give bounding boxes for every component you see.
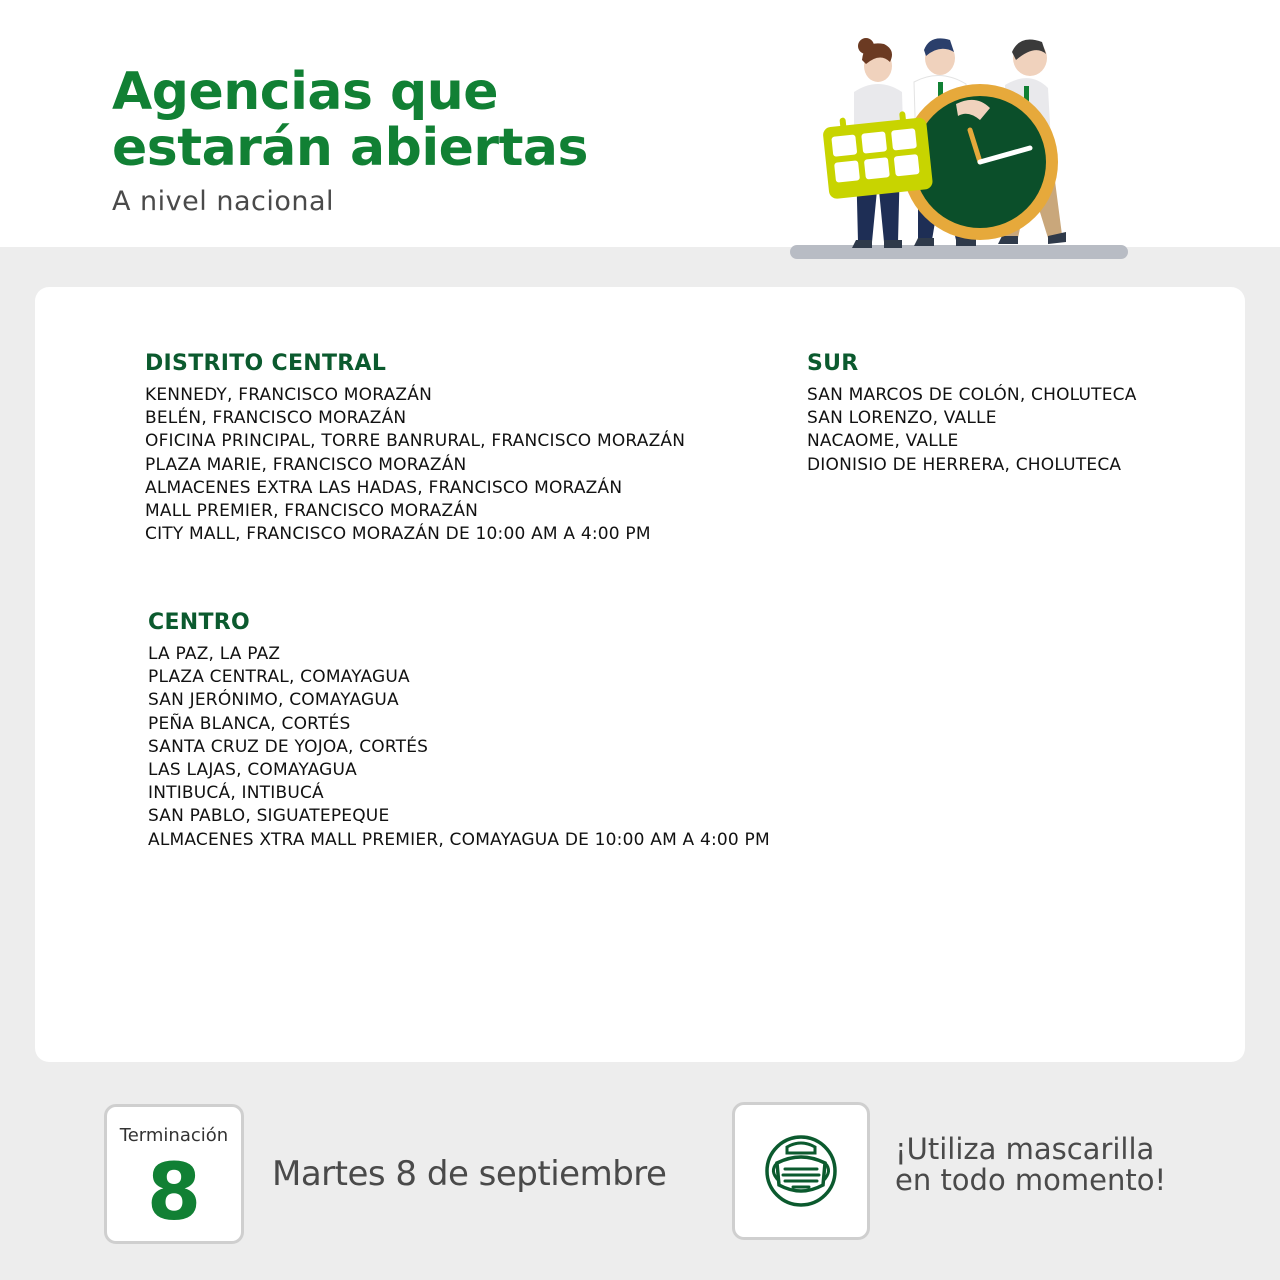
title-line-2: estarán abiertas	[112, 118, 588, 178]
mask-reminder-line-2: en todo momento!	[895, 1163, 1167, 1197]
terminacion-number: 8	[146, 1148, 202, 1238]
list-item: PEÑA BLANCA, CORTÉS	[148, 713, 351, 734]
schedule-date: Martes 8 de septiembre	[272, 1154, 667, 1194]
title-line-1: Agencias que	[112, 62, 499, 122]
list-item: BELÉN, FRANCISCO MORAZÁN	[145, 408, 407, 429]
list-item: OFICINA PRINCIPAL, TORRE BANRURAL, FRANCISCO MORAZÁN	[145, 431, 686, 452]
mask-box	[732, 1102, 870, 1240]
list-item: KENNEDY, FRANCISCO MORAZÁN	[145, 385, 432, 405]
list-item: MALL PREMIER, FRANCISCO MORAZÁN	[145, 501, 479, 522]
list-item: PLAZA CENTRAL, COMAYAGUA	[148, 667, 410, 688]
agency-list	[807, 384, 1137, 477]
list-item: NACAOME, VALLE	[807, 431, 959, 452]
region-title: CENTRO	[148, 610, 251, 635]
list-item: SAN PABLO, SIGUATEPEQUE	[148, 806, 390, 827]
list-item: INTIBUCÁ, INTIBUCÁ	[148, 783, 324, 804]
page-title	[112, 64, 588, 176]
list-item: PLAZA MARIE, FRANCISCO MORAZÁN	[145, 454, 467, 475]
agencies-card	[35, 287, 1245, 1062]
region-sur	[807, 351, 1137, 477]
agency-list	[148, 643, 770, 852]
agency-list	[145, 384, 685, 546]
terminacion-label: Terminación	[119, 1125, 229, 1146]
region-title: DISTRITO CENTRAL	[145, 351, 387, 376]
list-item: SANTA CRUZ DE YOJOA, CORTÉS	[148, 736, 429, 757]
list-item: SAN JERÓNIMO, COMAYAGUA	[148, 690, 399, 711]
region-title: SUR	[807, 351, 859, 376]
people-calendar-clock-illustration	[780, 30, 1140, 270]
list-item: ALMACENES XTRA MALL PREMIER, COMAYAGUA DE 10:00 AM A 4:00 PM	[148, 829, 770, 850]
region-distrito-central	[145, 351, 685, 546]
list-item: DIONISIO DE HERRERA, CHOLUTECA	[807, 454, 1122, 475]
list-item: SAN MARCOS DE COLÓN, CHOLUTECA	[807, 385, 1137, 405]
list-item: LA PAZ, LA PAZ	[148, 644, 281, 664]
list-item: ALMACENES EXTRA LAS HADAS, FRANCISCO MORAZÁN	[145, 477, 623, 498]
list-item: SAN LORENZO, VALLE	[807, 408, 997, 429]
list-item: CITY MALL, FRANCISCO MORAZÁN DE 10:00 AM A 4:00 PM	[145, 524, 651, 545]
page-subtitle: A nivel nacional	[112, 186, 335, 217]
mask-reminder-line-1: ¡Utiliza mascarilla	[895, 1132, 1155, 1166]
face-mask-icon	[763, 1133, 839, 1209]
list-item: LAS LAJAS, COMAYAGUA	[148, 760, 357, 781]
terminacion-box	[104, 1104, 244, 1244]
region-centro	[148, 610, 770, 852]
mask-reminder	[895, 1134, 1166, 1196]
